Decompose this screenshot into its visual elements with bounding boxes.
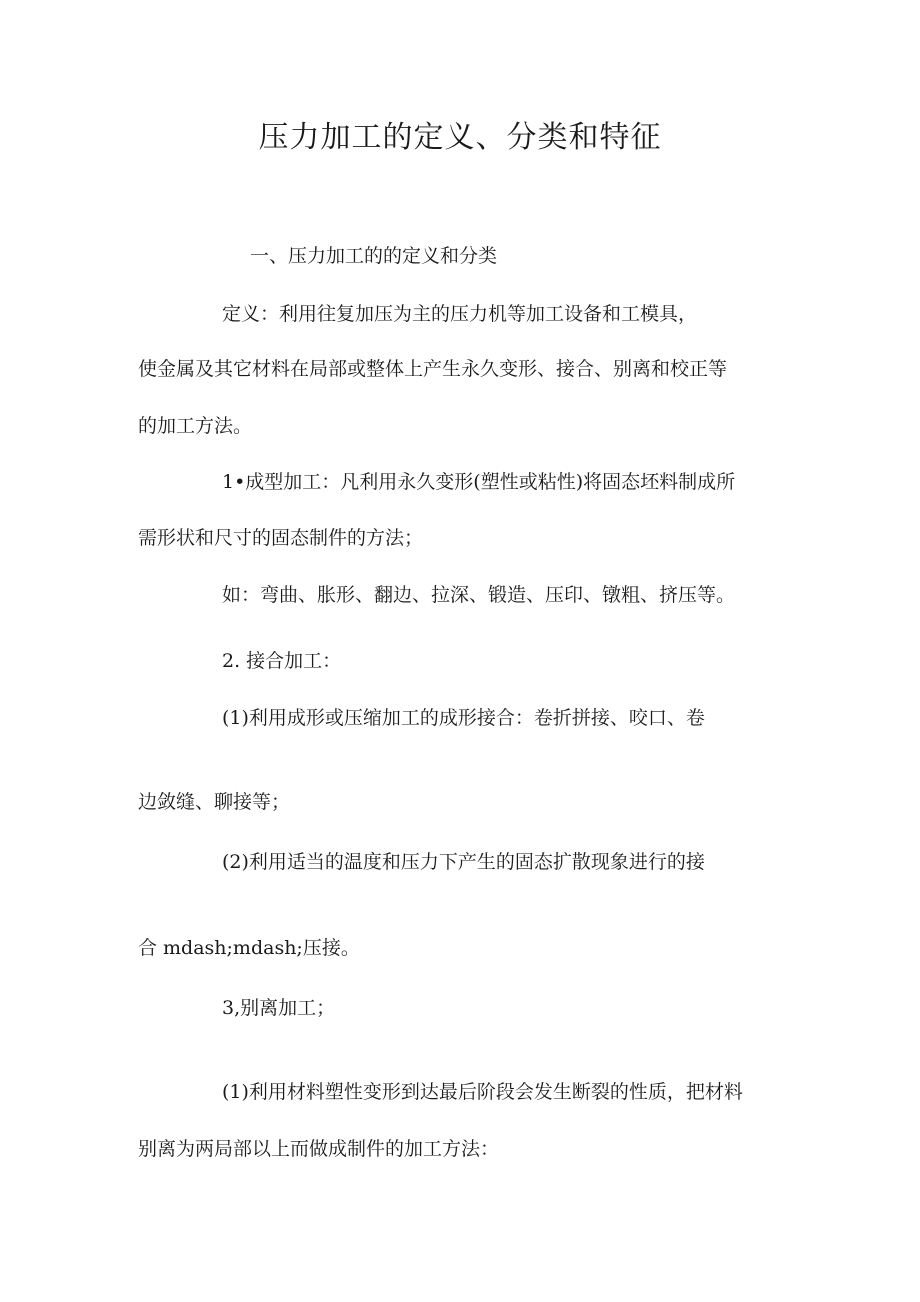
section-heading: 一、压力加工的的定义和分类 [250, 245, 498, 267]
document-title: 压力加工的定义、分类和特征 [258, 120, 662, 155]
paragraph-line: 定义：利用往复加压为主的压力机等加工设备和工模具， [222, 303, 698, 325]
paragraph-line: (2)利用适当的温度和压力下产生的固态扩散现象进行的接 [222, 851, 705, 873]
section-heading: 3,别离加工； [222, 997, 336, 1019]
paragraph-line: (1)利用成形或压缩加工的成形接合：卷折拼接、咬口、卷 [222, 707, 705, 729]
paragraph-line: 边敛缝、聊接等； [138, 791, 291, 813]
section-heading: 2. 接合加工： [222, 650, 342, 672]
paragraph-line: 合 mdash;mdash;压接。 [138, 937, 360, 959]
paragraph-line: 别离为两局部以上而做成制件的加工方法： [138, 1138, 500, 1160]
paragraph-line: (1)利用材料塑性变形到达最后阶段会发生断裂的性质，把材料 [222, 1081, 743, 1103]
paragraph-line: 1•成型加工：凡利用永久变形(塑性或粘性)将固态坯料制成所 [222, 471, 736, 493]
paragraph-line: 需形状和尺寸的固态制件的方法； [138, 527, 424, 549]
paragraph-line: 的加工方法。 [138, 415, 253, 437]
paragraph-line: 如：弯曲、胀形、翻边、拉深、锻造、压印、镦粗、挤压等。 [222, 584, 736, 606]
paragraph-line: 使金属及其它材料在局部或整体上产生永久变形、接合、别离和校正等 [138, 358, 728, 380]
